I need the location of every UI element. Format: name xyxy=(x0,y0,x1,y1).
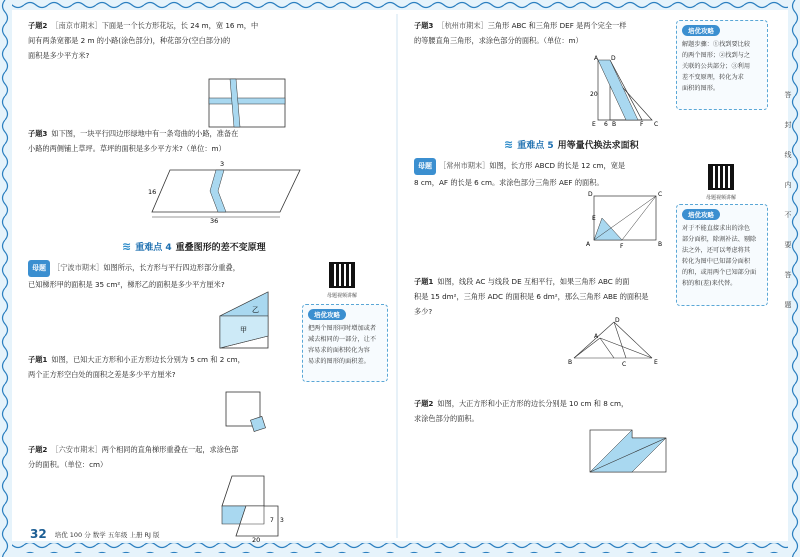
point-label: B xyxy=(658,241,663,248)
left-problem-3 xyxy=(28,126,338,156)
point-label: E xyxy=(592,121,596,128)
point-label: B xyxy=(612,121,617,128)
problem-label: 子题3 xyxy=(28,129,48,138)
point-label: C xyxy=(654,121,659,128)
parallel-segments-figure xyxy=(566,316,666,368)
point-label: E xyxy=(592,215,596,222)
problem-label: 子题2 xyxy=(28,445,48,454)
strip-char: 内 xyxy=(784,181,792,189)
dim-label: 20 xyxy=(590,91,598,98)
problem-text-line: 如图，长方形 ABCD 的长是 12 cm，宽是 xyxy=(489,161,626,170)
overlapping-trapezoids-figure xyxy=(218,472,298,542)
problem-text-line: 求涂色部分的面积。 xyxy=(414,414,479,423)
left-sub-problem-1 xyxy=(28,352,308,382)
isosceles-triangles-figure xyxy=(588,54,668,126)
section-heading-5 xyxy=(504,138,639,151)
tip-box-right-2 xyxy=(676,204,768,306)
wave-icon: ≋ xyxy=(122,240,132,253)
tip-title: 培优攻略 xyxy=(682,209,720,220)
tip-line: 关联的公共部分；③利用 xyxy=(682,63,751,70)
problem-text-line: 如图，线段 AC 与线段 DE 互相平行，如果三角形 ABC 的面 xyxy=(437,277,630,286)
section-title: 重叠图形的差不变原理 xyxy=(175,243,266,253)
problem-label: 子题3 xyxy=(414,21,434,30)
tip-line: 法之外，还可以考虑将其 xyxy=(682,247,751,254)
tip-line: 易求的图形的面积差。 xyxy=(308,358,370,365)
two-squares-figure xyxy=(222,386,282,438)
right-sub-problem-1 xyxy=(414,274,676,319)
book-title: 培优 100 分 数学 五年级 上册 RJ 版 xyxy=(54,530,160,539)
region-label: 乙 xyxy=(252,306,259,314)
problem-label: 子题2 xyxy=(414,399,434,408)
problem-text-line: 8 cm，AF 的长是 6 cm。求涂色部分三角形 AEF 的面积。 xyxy=(414,178,604,187)
qr-code-icon[interactable] xyxy=(329,262,355,288)
tip-line: 对于不能直接求出的涂色 xyxy=(682,225,751,232)
tip-line: 面积的图形。 xyxy=(682,85,720,92)
tip-line: 减去相同的一部分，让不 xyxy=(308,336,377,343)
flowerbed-figure xyxy=(208,78,288,130)
tip-line: 部分面积，除割补法、剔除 xyxy=(682,236,757,243)
problem-source: ［杭州市期末］ xyxy=(437,21,488,30)
problem-text-line: 积是 15 dm²，三角形 ADC 的面积是 6 dm²，那么三角形 ABE 的面积是 xyxy=(414,292,649,301)
dim-label: 16 xyxy=(148,188,157,196)
page-number: 32 xyxy=(30,527,47,541)
strip-char: 封 xyxy=(784,121,792,129)
tip-box-left xyxy=(302,304,388,382)
problem-text-line: 如图所示，长方形与平行四边形部分重叠， xyxy=(103,263,240,272)
point-label: F xyxy=(620,243,624,250)
section-key: 重难点 5 xyxy=(517,141,554,151)
dim-label: 20 xyxy=(252,536,261,544)
point-label: D xyxy=(611,55,616,62)
problem-text-line: 的等腰直角三角形，求涂色部分的面积。（单位：m） xyxy=(414,36,583,45)
dim-label: 6 xyxy=(604,121,608,128)
problem-text-line: 下面是一个长方形花坛，长 24 m，宽 16 m，中 xyxy=(101,21,259,30)
problem-text-line: 三角形 ABC 和三角形 DEF 是两个完全一样 xyxy=(487,21,627,30)
mother-problem-tag: 母题 xyxy=(414,158,436,175)
point-label: A xyxy=(586,241,591,248)
right-mother-problem xyxy=(414,158,676,190)
problem-source: ［六安市期末］ xyxy=(51,445,102,454)
strip-char: 不 xyxy=(784,211,792,219)
right-column xyxy=(408,18,773,528)
wave-icon: ≋ xyxy=(504,138,514,151)
problem-text-line: 分的面积。（单位：cm） xyxy=(28,460,108,469)
strip-char: 线 xyxy=(784,151,792,159)
qr-caption: 母题视频讲解 xyxy=(326,293,357,299)
point-label: C xyxy=(622,361,627,368)
dim-label: 3 xyxy=(280,517,284,524)
left-sub-problem-2 xyxy=(28,442,318,472)
point-label: B xyxy=(568,359,573,366)
problem-text-line: 如图，已知大正方形和小正方形边长分别为 5 cm 和 2 cm， xyxy=(51,355,245,364)
tip-box-right-1 xyxy=(676,20,768,110)
problem-text-line: 两个相同的直角梯形重叠在一起，求涂色部 xyxy=(101,445,239,454)
binding-strip xyxy=(782,90,794,310)
tip-title: 培优攻略 xyxy=(308,309,346,320)
point-label: D xyxy=(588,191,593,198)
tip-line: 的两个图形；②找到与之 xyxy=(682,52,751,59)
problem-text-line: 间有两条宽都是 2 m 的小路(涂色部分)，种花部分(空白部分)的 xyxy=(28,36,231,45)
point-label: E xyxy=(654,359,658,366)
problem-source: ［南京市期末］ xyxy=(51,21,102,30)
problem-text-line: 如下图，一块平行四边形绿地中有一条弯曲的小路，准备在 xyxy=(51,129,239,138)
problem-text-line: 已知梯形甲的面积是 35 cm²，梯形乙的面积是多少平方厘米? xyxy=(28,280,225,289)
parallelogram-path-figure xyxy=(150,158,310,224)
qr-caption: 母题视频讲解 xyxy=(705,195,736,201)
tip-line: 解题步骤：①找到要比较 xyxy=(682,41,751,48)
strip-char: 答 xyxy=(784,271,792,279)
tip-line: 把两个图形同时增加或者 xyxy=(308,325,377,332)
point-label: D xyxy=(615,317,620,324)
dim-label: 7 xyxy=(270,517,274,524)
strip-char: 答 xyxy=(784,91,792,99)
mother-problem-tag: 母题 xyxy=(28,260,50,277)
problem-source: ［宁波市期末］ xyxy=(53,263,104,272)
tip-line: 转化为图中已知部分面积 xyxy=(682,258,751,265)
problem-label: 子题1 xyxy=(28,355,48,364)
problem-text-line: 面积是多少平方米? xyxy=(28,51,90,60)
section-title: 用等量代换法求面积 xyxy=(557,141,639,151)
tip-line: 容易求的面积转化为容 xyxy=(308,347,370,354)
region-label: 甲 xyxy=(240,326,247,334)
strip-char: 题 xyxy=(784,301,792,309)
section-key: 重难点 4 xyxy=(135,243,172,253)
problem-text-line: 小路的两侧铺上草坪。草坪的面积是多少平方米?（单位：m） xyxy=(28,144,226,153)
dim-label: 3 xyxy=(220,160,225,168)
rect-parallelogram-overlap-figure xyxy=(218,288,298,354)
dim-label: 36 xyxy=(210,217,219,225)
problem-text-line: 如图，大正方形和小正方形的边长分别是 10 cm 和 8 cm， xyxy=(437,399,629,408)
problem-label: 子题2 xyxy=(28,21,48,30)
tip-line: 差不变原理，转化为求 xyxy=(682,74,744,81)
point-label: C xyxy=(658,191,663,198)
tip-line: 积的和(差)来代替。 xyxy=(682,280,737,287)
point-label: A xyxy=(594,55,599,62)
two-squares-shaded-figure xyxy=(584,422,674,482)
problem-text-line: 多少? xyxy=(414,307,433,316)
rectangle-abcd-figure xyxy=(582,188,666,250)
point-label: A xyxy=(594,333,599,340)
problem-source: ［常州市期末］ xyxy=(439,161,490,170)
problem-label: 子题1 xyxy=(414,277,434,286)
qr-code-icon[interactable] xyxy=(708,164,734,190)
page-footer xyxy=(30,527,160,541)
tip-title: 培优攻略 xyxy=(682,25,720,36)
problem-text-line: 两个正方形空白处的面积之差是多少平方厘米? xyxy=(28,370,176,379)
left-problem-2 xyxy=(28,18,328,63)
section-heading-4 xyxy=(122,240,266,253)
point-label: F xyxy=(640,121,644,128)
right-problem-3 xyxy=(414,18,676,48)
strip-char: 要 xyxy=(784,241,792,249)
tip-line: 的和，或用两个已知部分面 xyxy=(682,269,757,276)
